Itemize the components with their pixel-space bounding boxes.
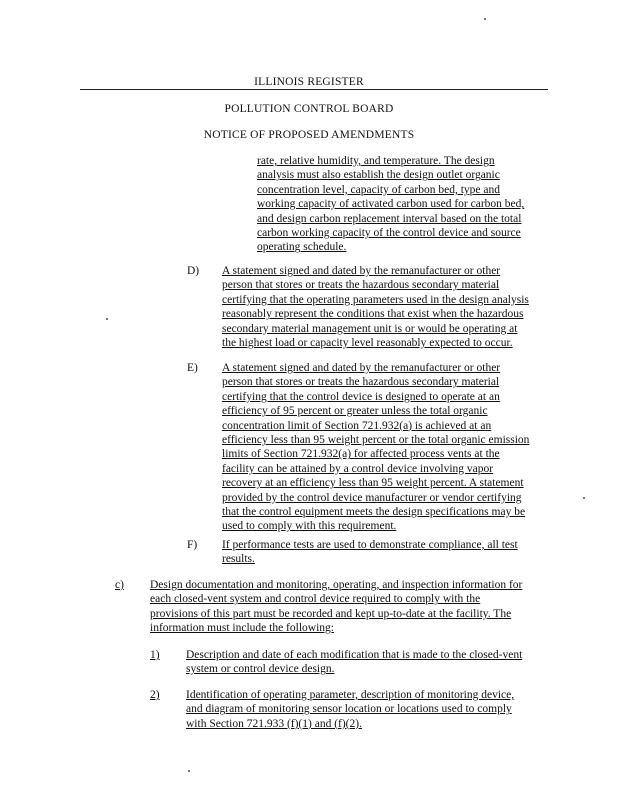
text-line: system or control device design. <box>186 663 335 676</box>
text-line: analysis must also establish the design outlet organic <box>257 169 500 182</box>
text-line: efficiency of 95 percent or greater unless the total organic <box>222 405 488 418</box>
text-line: provided by the control device manufacturer or vendor certifying <box>222 491 522 504</box>
notice-title: NOTICE OF PROPOSED AMENDMENTS <box>203 129 415 141</box>
text-line: each closed-vent system and control device required to comply with the <box>150 593 481 606</box>
text-line: A statement signed and dated by the remanufacturer or other <box>222 362 501 374</box>
item-2-label: 2) <box>150 689 160 701</box>
item-d-label: D) <box>187 265 200 277</box>
item-c-text <box>150 578 522 636</box>
text-line: concentration limit of Section 721.932(a) is achieved at an <box>222 419 492 432</box>
text-line: limits of Section 721.932(a) for affected process vents at the <box>222 448 500 461</box>
text-line: with Section 721.933 (f)(1) and (f)(2). <box>186 717 362 730</box>
text-line: results. <box>222 553 255 566</box>
text-line: recovery at an efficiency less than 95 weight percent. A statement <box>222 477 524 490</box>
text-line: person that stores or treats the hazardous secondary material <box>222 279 500 292</box>
text-line: and diagram of monitoring sensor location or locations used to comply <box>186 703 512 716</box>
scan-speck <box>583 497 585 499</box>
text-line: If performance tests are used to demonstrate compliance, all test <box>222 539 518 551</box>
item-d-text <box>222 264 529 350</box>
text-line: information must include the following: <box>150 622 334 635</box>
scan-speck <box>188 770 190 772</box>
text-line: certifying that the control device is designed to operate at an <box>222 390 500 403</box>
text-line: concentration level, capacity of carbon bed, type and <box>257 183 500 196</box>
text-line: secondary material management unit is or would be operating at <box>222 322 518 335</box>
scan-speck <box>484 18 486 20</box>
item-2-text <box>186 688 514 731</box>
item-f-text <box>222 538 518 567</box>
continuation-paragraph <box>257 154 524 255</box>
text-line: that the control equipment meets the design specifications may be <box>222 506 526 519</box>
item-e-text <box>222 361 529 534</box>
text-line: Identification of operating parameter, description of monitoring device, <box>186 689 515 701</box>
text-line: the highest load or capacity level reasonably expected to occur. <box>222 337 513 350</box>
text-line: efficiency less than 95 weight percent or the total organic emission <box>222 434 530 447</box>
text-line: used to comply with this requirement. <box>222 520 397 533</box>
text-line: reasonably represent the conditions that exist when the hazardous <box>222 308 524 321</box>
scan-speck <box>106 318 108 320</box>
text-line: rate, relative humidity, and temperature. The design <box>257 155 495 167</box>
text-line: A statement signed and dated by the remanufacturer or other <box>222 265 501 277</box>
text-line: working capacity of activated carbon used for carbon bed, <box>257 198 525 211</box>
item-c-label: c) <box>115 579 124 591</box>
text-line: provisions of this part must be recorded and kept up-to-date at the facility. The <box>150 607 512 620</box>
text-line: Design documentation and monitoring, operating, and inspection information for <box>150 579 523 591</box>
board-title: POLLUTION CONTROL BOARD <box>224 103 394 115</box>
item-f-label: F) <box>187 539 198 551</box>
text-line: carbon working capacity of the control device and source <box>257 227 521 240</box>
text-line: person that stores or treats the hazardous secondary material <box>222 376 500 389</box>
register-title: ILLINOIS REGISTER <box>254 76 364 88</box>
text-line: operating schedule. <box>257 241 347 254</box>
text-line: facility can be attained by a control device involving vapor <box>222 462 494 475</box>
text-line: Description and date of each modification that is made to the closed-vent <box>186 649 523 661</box>
text-line: and design carbon replacement interval based on the total <box>257 212 522 225</box>
item-1-text <box>186 648 522 677</box>
item-1-label: 1) <box>150 649 160 661</box>
header-rule <box>80 89 548 90</box>
text-line: certifying that the operating parameters used in the design analysis <box>222 293 529 306</box>
item-e-label: E) <box>187 362 198 374</box>
